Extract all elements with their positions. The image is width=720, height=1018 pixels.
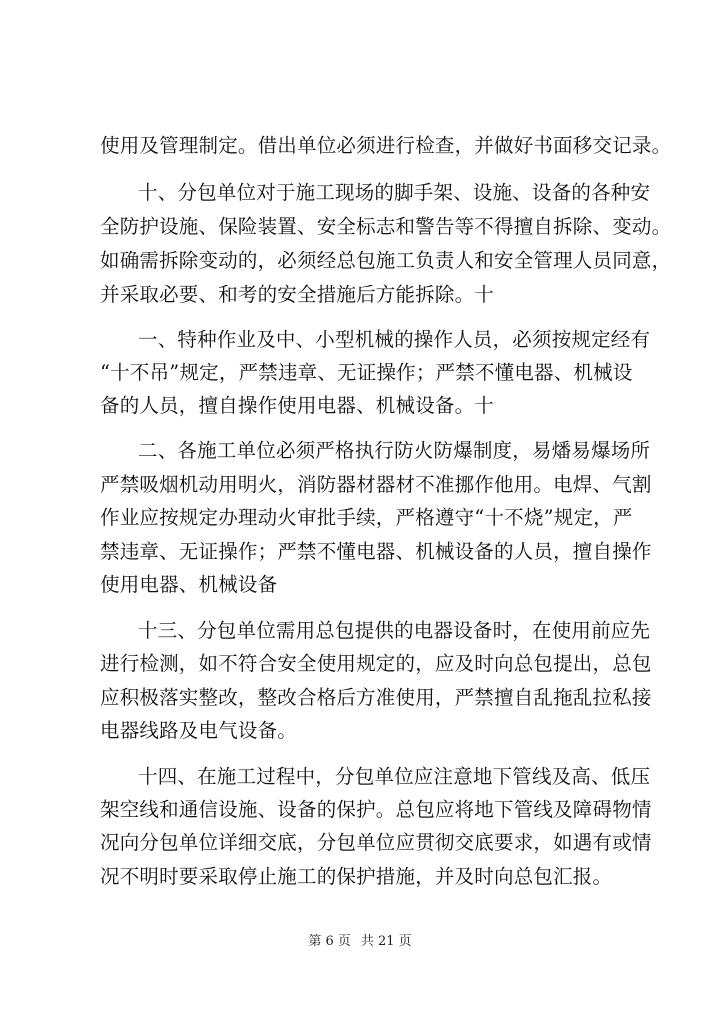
text-line: 禁违章、无证操作；严禁不懂电器、机械设备的人员，擅自操作 bbox=[100, 540, 652, 563]
text-line: 严禁吸烟机动用明火，消防器材器材不准挪作他用。电焊、气割 bbox=[100, 473, 652, 496]
text-line: 一、特种作业及中、小型机械的操作人员，必须按规定经有 bbox=[138, 328, 651, 351]
text-line: 十四、在施工过程中，分包单位应注意地下管线及高、低压 bbox=[138, 765, 651, 788]
text-line: “十不吊”规定，严禁违章、无证操作；严禁不懂电器、机械设 bbox=[100, 361, 633, 384]
text-line: 使用及管理制定。借出单位必须进行检查，并做好书面移交记录。 bbox=[100, 134, 672, 157]
text-line: 况不明时要采取停止施工的保护措施，并及时向总包汇报。 bbox=[100, 865, 613, 888]
text-line: 使用电器、机械设备 bbox=[100, 573, 278, 596]
text-line: 应积极落实整改，整改合格后方准使用，严禁擅自乱拖乱拉私接 bbox=[100, 686, 652, 709]
text-line: 十、分包单位对于施工现场的脚手架、设施、设备的各种安 bbox=[138, 181, 651, 204]
text-line: 进行检测，如不符合安全使用规定的，应及时向总包提出，总包 bbox=[100, 652, 652, 675]
page-total: 共 21 页 bbox=[360, 934, 412, 949]
text-line: 如确需拆除变动的，必须经总包施工负责人和安全管理人员同意， bbox=[100, 249, 672, 272]
text-line: 电器线路及电气设备。 bbox=[100, 719, 298, 742]
text-line: 况向分包单位详细交底，分包单位应贯彻交底要求，如遇有或情 bbox=[100, 831, 652, 854]
text-line: 全防护设施、保险装置、安全标志和警告等不得擅自拆除、变动。 bbox=[100, 215, 672, 238]
text-line: 作业应按规定办理动火审批手续，严格遵守“十不烧”规定，严 bbox=[100, 506, 633, 529]
page-footer bbox=[0, 933, 720, 951]
text-line: 二、各施工单位必须严格执行防火防爆制度，易燔易爆场所 bbox=[138, 439, 651, 462]
text-line: 备的人员，擅自操作使用电器、机械设备。十 bbox=[100, 394, 495, 417]
page-number: 第 6 页 bbox=[308, 934, 351, 949]
text-line: 并采取必要、和考的安全措施后方能拆除。十 bbox=[100, 283, 495, 306]
text-line: 十三、分包单位需用总包提供的电器设备时，在使用前应先 bbox=[138, 619, 651, 642]
text-line: 架空线和通信设施、设备的保护。总包应将地下管线及障碍物情 bbox=[100, 798, 652, 821]
